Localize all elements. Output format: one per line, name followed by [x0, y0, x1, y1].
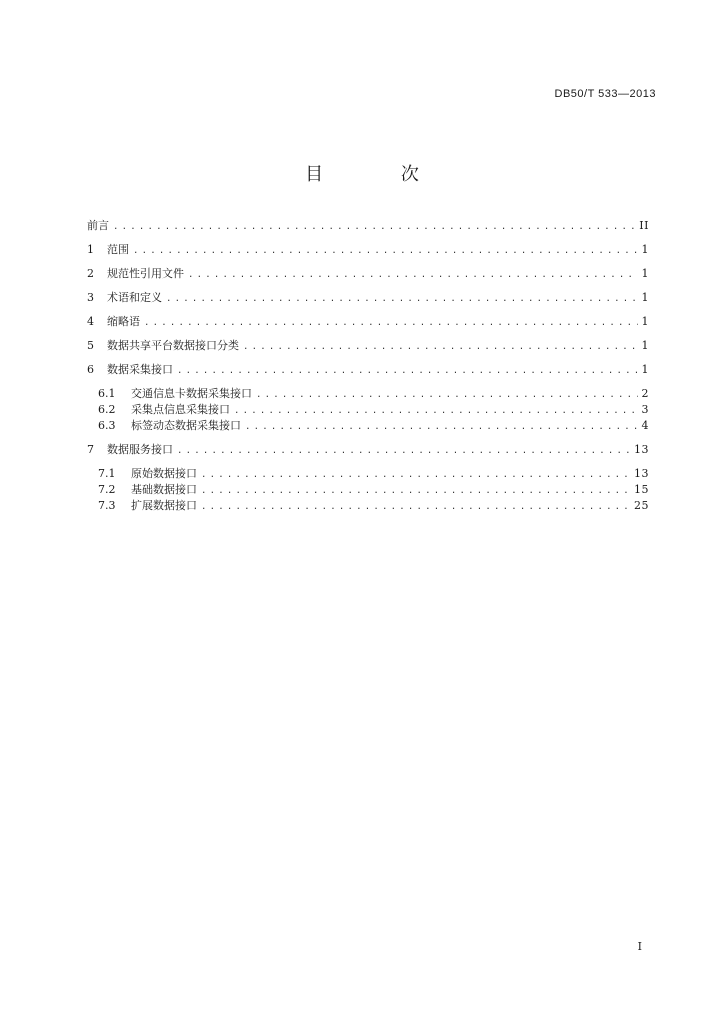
- toc-entry-number: 7.2: [98, 483, 116, 496]
- toc-entry-page: 1: [641, 315, 649, 328]
- toc-entry-label: 前言: [87, 219, 109, 232]
- toc-leader-dots: [234, 403, 638, 419]
- toc-entry-label: 基础数据接口: [131, 483, 197, 496]
- toc-entry-7[interactable]: [87, 442, 649, 458]
- toc-entry-6-2[interactable]: [87, 402, 649, 418]
- toc-entry-number: 7.3: [98, 499, 116, 512]
- toc-leader-dots: [177, 363, 638, 379]
- toc-entry-page: 1: [641, 243, 649, 256]
- toc-leader-dots: [177, 443, 630, 459]
- toc-entry-7-2[interactable]: [87, 482, 649, 498]
- toc-entry-label: 数据共享平台数据接口分类: [107, 339, 239, 352]
- toc-leader-dots: [188, 267, 638, 283]
- toc-entry-1[interactable]: [87, 242, 649, 258]
- toc-leader-dots: [256, 387, 638, 403]
- toc-entry-label: 采集点信息采集接口: [131, 403, 230, 416]
- toc-entry-label: 交通信息卡数据采集接口: [131, 387, 252, 400]
- toc-entry-number: 3: [87, 291, 94, 304]
- toc-entry-page: 1: [641, 363, 649, 376]
- toc-entry-page: 1: [641, 339, 649, 352]
- toc-entry-5[interactable]: [87, 338, 649, 354]
- toc-entry-label: 数据采集接口: [107, 363, 173, 376]
- toc-entry-label: 规范性引用文件: [107, 267, 184, 280]
- toc-leader-dots: [113, 219, 635, 235]
- toc-entry-6-3[interactable]: [87, 418, 649, 434]
- toc-entry-7-3[interactable]: [87, 498, 649, 514]
- toc-entry-label: 术语和定义: [107, 291, 162, 304]
- toc-entry-6-1[interactable]: [87, 386, 649, 402]
- table-of-contents: [87, 218, 649, 514]
- toc-entry-foreword[interactable]: [87, 218, 649, 234]
- toc-entry-number: 7.1: [98, 467, 116, 480]
- toc-leader-dots: [243, 339, 638, 355]
- toc-leader-dots: [144, 315, 638, 331]
- toc-leader-dots: [166, 291, 638, 307]
- toc-entry-page: 1: [641, 267, 649, 280]
- toc-leader-dots: [201, 467, 630, 483]
- toc-entry-number: 6.1: [98, 387, 116, 400]
- toc-entry-page: 4: [641, 419, 649, 432]
- toc-entry-page: 1: [641, 291, 649, 304]
- toc-entry-label: 数据服务接口: [107, 443, 173, 456]
- document-code: DB50/T 533—2013: [554, 88, 656, 100]
- toc-entry-page: II: [639, 219, 649, 232]
- toc-leader-dots: [201, 499, 630, 515]
- toc-entry-number: 6.2: [98, 403, 116, 416]
- toc-entry-3[interactable]: [87, 290, 649, 306]
- toc-entry-4[interactable]: [87, 314, 649, 330]
- toc-title: 目 次: [305, 164, 455, 185]
- toc-entry-6[interactable]: [87, 362, 649, 378]
- toc-leader-dots: [201, 483, 630, 499]
- toc-entry-page: 15: [634, 483, 649, 496]
- toc-entry-number: 6: [87, 363, 94, 376]
- toc-entry-7-1[interactable]: [87, 466, 649, 482]
- toc-entry-number: 6.3: [98, 419, 116, 432]
- toc-entry-page: 13: [634, 443, 649, 456]
- toc-entry-number: 1: [87, 243, 94, 256]
- toc-entry-number: 5: [87, 339, 94, 352]
- toc-entry-label: 扩展数据接口: [131, 499, 197, 512]
- toc-entry-page: 13: [634, 467, 649, 480]
- toc-leader-dots: [245, 419, 638, 435]
- toc-entry-label: 原始数据接口: [131, 467, 197, 480]
- toc-leader-dots: [133, 243, 638, 259]
- toc-entry-page: 2: [641, 387, 649, 400]
- toc-entry-label: 缩略语: [107, 315, 140, 328]
- toc-entry-2[interactable]: [87, 266, 649, 282]
- toc-entry-number: 4: [87, 315, 94, 328]
- toc-entry-number: 7: [87, 443, 94, 456]
- toc-entry-page: 3: [641, 403, 649, 416]
- toc-entry-page: 25: [634, 499, 649, 512]
- toc-entry-label: 标签动态数据采集接口: [131, 419, 241, 432]
- page-number: I: [637, 940, 642, 953]
- toc-entry-number: 2: [87, 267, 94, 280]
- toc-entry-label: 范围: [107, 243, 129, 256]
